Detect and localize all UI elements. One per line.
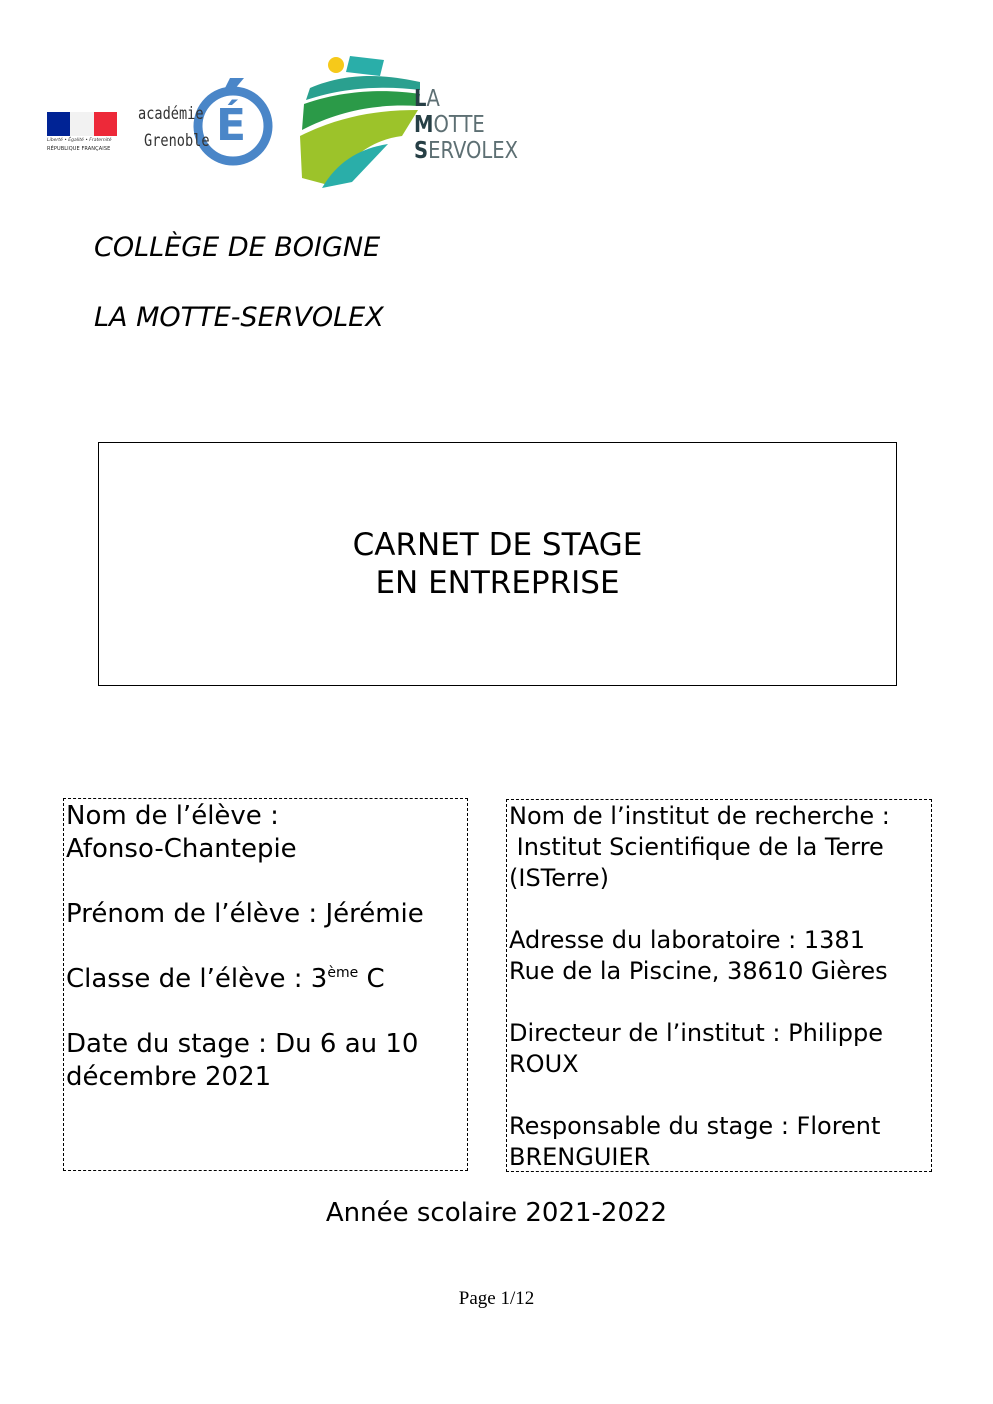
logo-line-servolex: SERVOLEX — [414, 138, 519, 164]
student-class: Classe de l’élève : 3ème C — [66, 964, 385, 994]
document-title-line1: CARNET DE STAGE — [352, 527, 643, 563]
student-info-box — [63, 798, 468, 1171]
academie-line2: Grenoble — [144, 131, 210, 151]
republique-motto: Liberté • Égalité • Fraternité — [47, 138, 112, 143]
school-town: LA MOTTE-SERVOLEX — [94, 302, 384, 333]
institute-name-line1: Institut Scientifique de la Terre — [509, 833, 884, 861]
document-title-box — [98, 442, 897, 686]
lab-address-line1: Adresse du laboratoire : 1381 — [509, 926, 865, 954]
institute-name-line2: (ISTerre) — [509, 864, 609, 892]
la-motte-servolex-logo — [292, 52, 519, 188]
academie-e-icon — [130, 76, 275, 176]
lab-address-line2: Rue de la Piscine, 38610 Gières — [509, 957, 888, 985]
logo-line-la: LA — [414, 86, 440, 112]
director-line2: ROUX — [509, 1050, 579, 1078]
institute-name-label: Nom de l’institut de recherche : — [509, 802, 890, 830]
academie-letter: É — [216, 100, 247, 151]
page-number: Page 1/12 — [458, 1288, 535, 1309]
internship-dates-line1: Date du stage : Du 6 au 10 — [66, 1029, 419, 1059]
student-firstname: Prénom de l’élève : Jérémie — [66, 899, 424, 929]
school-year: Année scolaire 2021-2022 — [325, 1198, 668, 1228]
marianne-flag-icon — [47, 112, 117, 136]
institute-info-box — [506, 799, 932, 1172]
student-name-value: Afonso-Chantepie — [66, 834, 297, 864]
supervisor-line2: BRENGUIER — [509, 1143, 651, 1171]
la-motte-servolex-swoosh-icon — [292, 52, 427, 188]
school-name: COLLÈGE DE BOIGNE — [94, 232, 381, 263]
supervisor-line1: Responsable du stage : Florent — [509, 1112, 881, 1140]
republique-name: RÉPUBLIQUE FRANÇAISE — [47, 146, 111, 152]
document-title-line2: EN ENTREPRISE — [375, 565, 620, 601]
republique-francaise-logo — [47, 112, 119, 156]
internship-dates-line2: décembre 2021 — [66, 1062, 272, 1092]
student-name-label: Nom de l’élève : — [66, 801, 279, 831]
director-line1: Directeur de l’institut : Philippe — [509, 1019, 884, 1047]
academie-line1: académie — [138, 104, 204, 124]
academie-grenoble-logo — [130, 76, 275, 176]
logo-line-motte: MOTTE — [414, 112, 485, 138]
